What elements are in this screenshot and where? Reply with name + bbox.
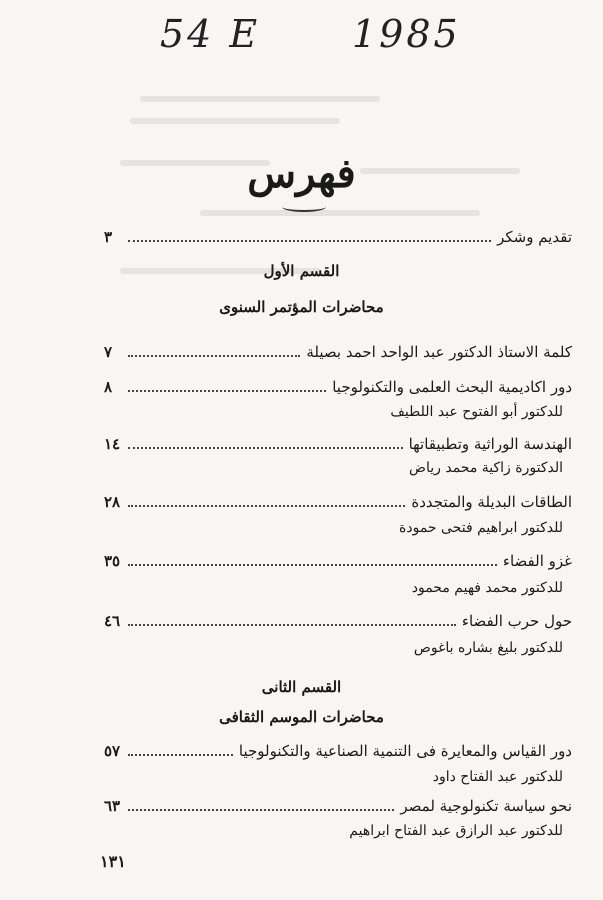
toc-page-number: ٧ [104,343,113,361]
toc-page-number: ٥٧ [104,742,121,760]
toc-author: الدكتورة زاكية محمد رياض [409,460,563,476]
toc-author: للدكتور أبو الفتوح عبد اللطيف [390,404,563,420]
bleed-through-mark [140,96,380,102]
bleed-through-mark [130,118,340,124]
section-heading: القسم الأول [263,262,340,280]
dot-leader [128,744,233,756]
toc-entry-text: دور اكاديمية البحث العلمى والتكنولوجيا [332,378,572,396]
toc-page-number: ٨ [104,378,113,396]
toc-entry-text: دور القياس والمعايرة فى التنمية الصناعية والتكنولوجيا [238,742,572,760]
section-subtitle: محاضرات المؤتمر السنوى [219,298,384,316]
toc-entry-text: الهندسة الوراثية وتطبيقاتها [408,435,572,453]
toc-page-number: ٣٥ [104,552,121,570]
dot-leader [128,230,491,242]
toc-entry [104,552,572,576]
toc-page-number: ٢٨ [104,493,121,511]
toc-page-number: ٣ [104,228,113,246]
title-ornament [282,202,326,212]
toc-entry [104,742,572,766]
toc-entry-text: حول حرب الفضاء [461,612,572,630]
dot-leader [128,437,403,449]
toc-page-number: ٤٦ [104,612,121,630]
dot-leader [128,345,300,357]
toc-entry-intro [104,228,572,252]
toc-page-number: ٦٣ [104,797,121,815]
toc-author: للدكتور ابراهيم فتحى حمودة [399,520,563,536]
page-number: ١٣١ [100,852,126,871]
dot-leader [128,554,497,566]
bleed-through-mark [200,210,480,216]
toc-page-number: ١٤ [104,435,121,453]
toc-entry-text: تقديم وشكر [497,228,572,246]
dot-leader [128,380,326,392]
toc-entry-text: نحو سياسة تكنولوجية لمصر [400,797,572,815]
dot-leader [128,799,394,811]
handwritten-note-left: 54 E [160,12,261,56]
page-title: فهرس [247,150,356,197]
toc-author: للدكتور عبد الرازق عبد الفتاح ابراهيم [349,823,563,839]
toc-entry-text: غزو الفضاء [502,552,572,570]
toc-entry [104,797,572,821]
toc-entry [104,435,572,459]
toc-author: للدكتور عبد الفتاح داود [432,769,563,785]
toc-entry-text: كلمة الاستاذ الدكتور عبد الواحد احمد بصيلة [306,343,572,361]
handwritten-note-year: 1985 [352,12,461,56]
toc-entry [104,343,572,367]
toc-entry [104,378,572,402]
toc-entry [104,612,572,636]
dot-leader [128,495,405,507]
toc-author: للدكتور بليغ بشاره باغوص [413,640,563,656]
toc-author: للدكتور محمد فهيم محمود [411,580,563,596]
toc-entry-text: الطاقات البديلة والمتجددة [411,493,572,511]
toc-entry [104,493,572,517]
section-heading: القسم الثانى [261,678,342,696]
section-subtitle: محاضرات الموسم الثقافى [219,708,384,726]
dot-leader [128,614,456,626]
